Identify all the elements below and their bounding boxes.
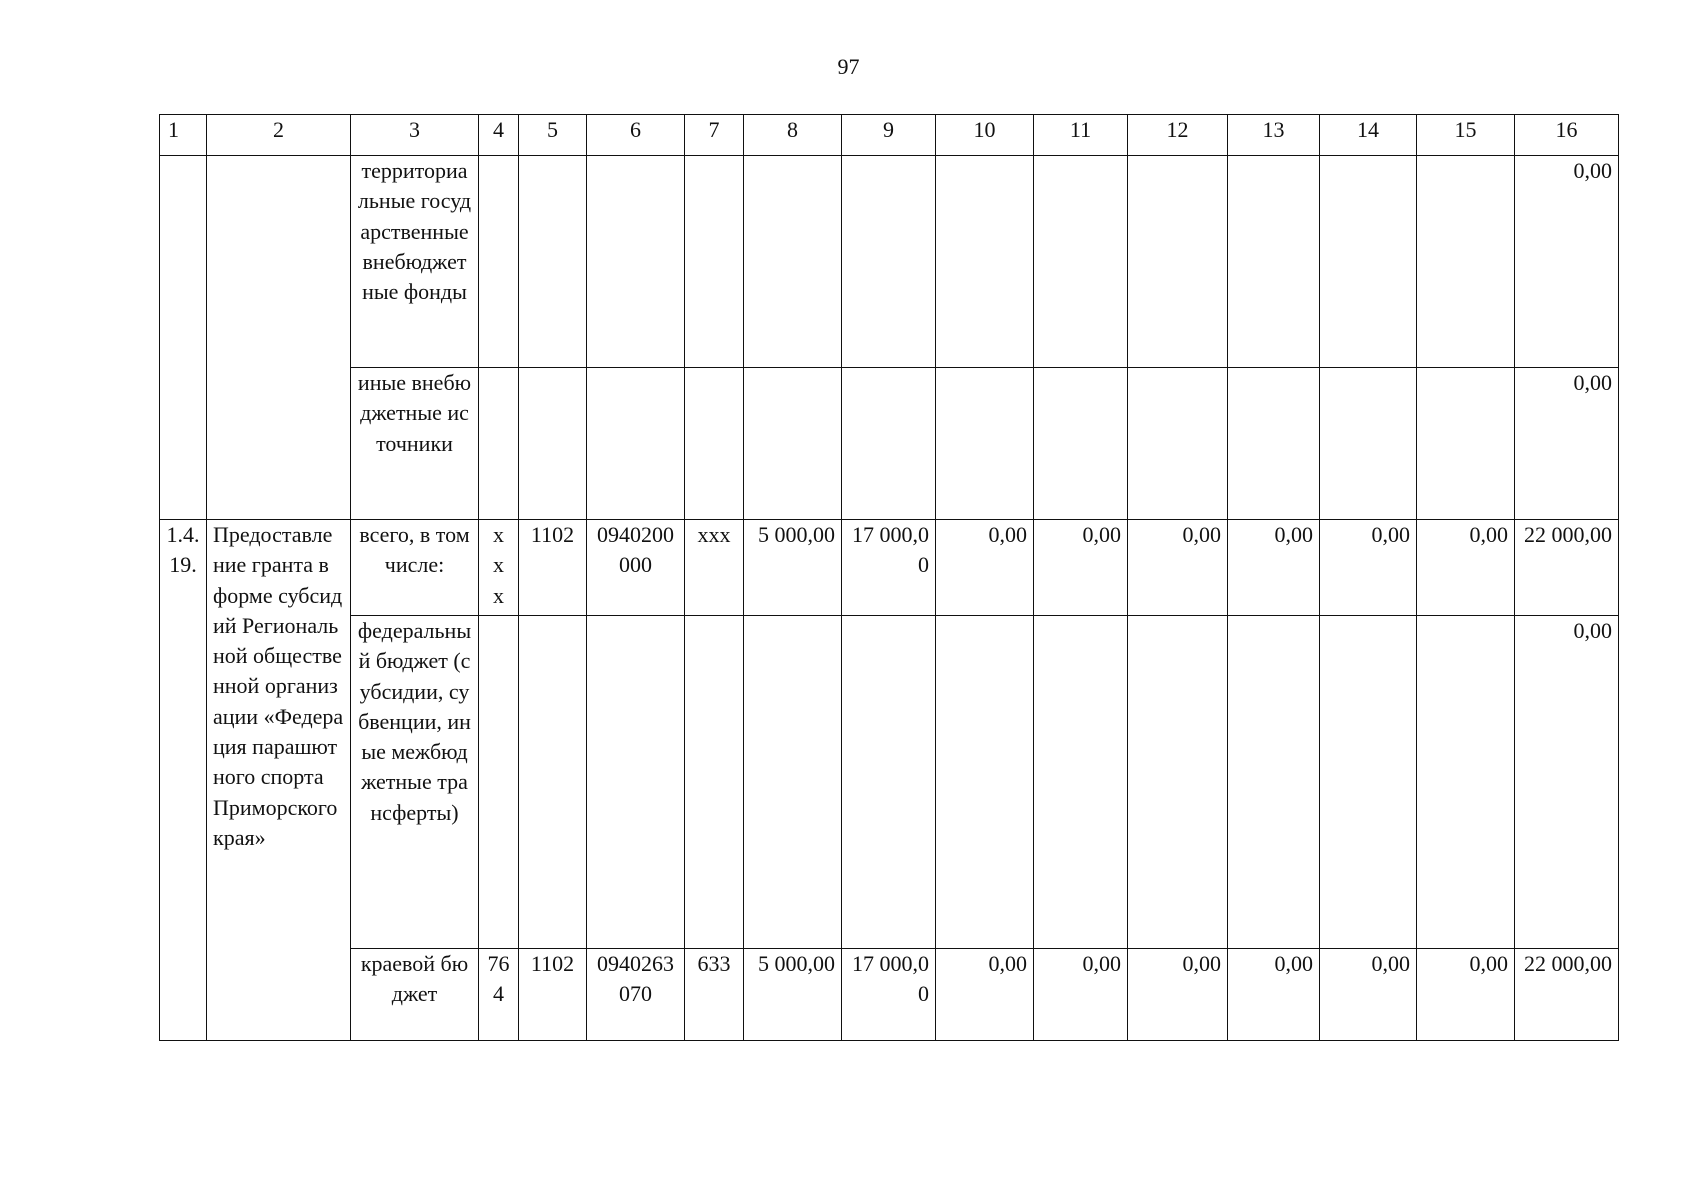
total-value: 0,00 bbox=[1515, 156, 1619, 368]
value-cell: 0,00 bbox=[1128, 949, 1228, 1041]
target-code: 0940263070 bbox=[587, 949, 685, 1041]
value-cell: 17 000,00 bbox=[842, 520, 936, 616]
header-cell: 10 bbox=[936, 115, 1034, 156]
header-cell: 8 bbox=[744, 115, 842, 156]
value-cell: 0,00 bbox=[1417, 949, 1515, 1041]
value-cell: 0,00 bbox=[1228, 949, 1320, 1041]
value-cell: 0,00 bbox=[936, 949, 1034, 1041]
value-cell: 0,00 bbox=[1034, 520, 1128, 616]
table-row-total bbox=[160, 520, 1619, 616]
header-cell: 2 bbox=[207, 115, 351, 156]
table-row-regional bbox=[160, 949, 1619, 1041]
value-cell: 0,00 bbox=[936, 520, 1034, 616]
value-cell: 0,00 bbox=[1034, 949, 1128, 1041]
source-label: всего, в том числе: bbox=[351, 520, 479, 616]
source-label: краевой бюджет bbox=[351, 949, 479, 1041]
value-cell: 0,00 bbox=[1320, 949, 1417, 1041]
table-row-federal bbox=[160, 616, 1619, 949]
total-value: 0,00 bbox=[1515, 616, 1619, 949]
total-value: 0,00 bbox=[1515, 368, 1619, 520]
value-cell: 0,00 bbox=[1128, 520, 1228, 616]
code-mark: х bbox=[493, 582, 504, 608]
header-cell: 15 bbox=[1417, 115, 1515, 156]
header-cell: 12 bbox=[1128, 115, 1228, 156]
total-value: 22 000,00 bbox=[1515, 949, 1619, 1041]
source-label: федеральный бюджет (субсидии, субвенции, иные межбюджетные трансферты) bbox=[351, 616, 479, 949]
value-cell: 17 000,00 bbox=[842, 949, 936, 1041]
header-cell: 4 bbox=[479, 115, 519, 156]
source-label: территориальные государственные внебюджетные фонды bbox=[351, 156, 479, 368]
value-cell: 5 000,00 bbox=[744, 949, 842, 1041]
header-cell: 1 bbox=[160, 115, 207, 156]
table-row-other-offbudget bbox=[160, 368, 1619, 520]
empty-cell bbox=[160, 156, 207, 520]
code-mark: х bbox=[493, 552, 504, 578]
expense-type: 633 bbox=[685, 949, 744, 1041]
admin-code: 764 bbox=[479, 949, 519, 1041]
section-code: 1102 bbox=[519, 520, 587, 616]
header-cell: 11 bbox=[1034, 115, 1128, 156]
source-label: иные внебюджетные источники bbox=[351, 368, 479, 520]
header-cell: 6 bbox=[587, 115, 685, 156]
code-cell bbox=[479, 520, 519, 616]
header-cell: 7 bbox=[685, 115, 744, 156]
section-code: 1102 bbox=[519, 949, 587, 1041]
value-cell: 0,00 bbox=[1320, 520, 1417, 616]
header-cell: 16 bbox=[1515, 115, 1619, 156]
header-cell: 9 bbox=[842, 115, 936, 156]
value-cell: 0,00 bbox=[1228, 520, 1320, 616]
header-cell: 3 bbox=[351, 115, 479, 156]
empty-cell bbox=[207, 156, 351, 520]
code-mark: х bbox=[493, 522, 504, 547]
item-number: 1.4.19. bbox=[160, 520, 207, 1041]
table-row-territorial-funds bbox=[160, 156, 1619, 368]
target-code: 0940200000 bbox=[587, 520, 685, 616]
total-value: 22 000,00 bbox=[1515, 520, 1619, 616]
page-number: 97 bbox=[837, 54, 860, 79]
value-cell: 0,00 bbox=[1417, 520, 1515, 616]
budget-table bbox=[159, 114, 1619, 1041]
header-cell: 13 bbox=[1228, 115, 1320, 156]
expense-type: ххх bbox=[685, 520, 744, 616]
header-cell: 5 bbox=[519, 115, 587, 156]
value-cell: 5 000,00 bbox=[744, 520, 842, 616]
header-cell: 14 bbox=[1320, 115, 1417, 156]
item-description: Предоставление гранта в форме субсидий Региональной общественной организации «Федерация парашютного спорта Приморского края» bbox=[207, 520, 351, 1041]
header-row bbox=[160, 115, 1619, 156]
